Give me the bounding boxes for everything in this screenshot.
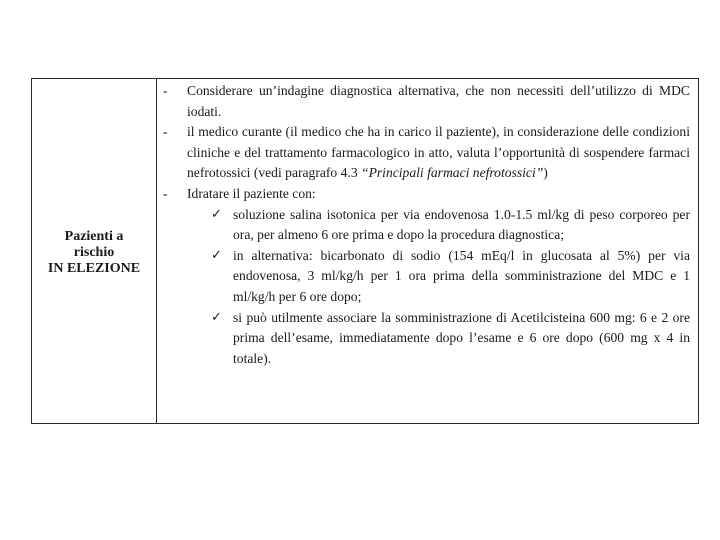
table-row: [32, 79, 699, 424]
item-nephrotoxic-drugs: il medico curante (il medico che ha in carico il paziente), in considerazione delle condizioni cliniche e del trattamento farmacologico in atto, valuta l’opportunità di sospendere farmaci nefrotossici (vedi paragrafo 4.3: [187, 124, 690, 181]
checkmark-icon: ✓: [211, 247, 222, 263]
sub-item-bicarbonate: in alternativa: bicarbonato di sodio (154 mEq/l in glucosata al 5%) per via endovenosa, 3 ml/kg/h per 1 ora prima della somministrazione del MDC e 1 ml/kg/h per 6 ore dopo;: [233, 247, 690, 304]
dash-marker: -: [163, 83, 168, 98]
item-alternative-exam: Considerare un’indagine diagnostica alternativa, che non necessiti dell’utilizzo di MDC iodati.: [187, 83, 690, 119]
list-item: [161, 122, 690, 184]
list-item: [161, 81, 690, 122]
protocol-table: [31, 78, 699, 424]
sub-list-item: [161, 205, 690, 246]
checkmark-icon: ✓: [211, 206, 222, 222]
patient-category-label: [32, 229, 156, 277]
sub-list-item: [161, 246, 690, 308]
sub-item-saline: soluzione salina isotonica per via endovenosa 1.0-1.5 ml/kg di peso corporeo per ora, per almeno 6 ore prima e dopo la procedura diagnostica;: [233, 206, 690, 243]
sub-item-acetylcysteine: si può utilmente associare la somministrazione di Acetilcisteina 600 mg: 6 e 2 ore prima dell’esame, immediatamente dopo l’esame e 6 ore dopo (600 mg x 4 in totale).: [233, 309, 690, 366]
instructions-cell: [157, 79, 699, 424]
item-nephrotoxic-close: ): [543, 165, 548, 181]
item-nephrotoxic-reference: “Principali farmaci nefrotossici”: [361, 165, 544, 181]
category-line-1: Pazienti a: [64, 229, 124, 244]
dash-marker: -: [163, 185, 168, 201]
dash-marker: -: [163, 124, 168, 140]
list-item: [161, 184, 690, 205]
patient-category-cell: [32, 79, 157, 424]
sub-list-item: [161, 308, 690, 370]
category-line-3: IN ELEZIONE: [47, 261, 141, 276]
item-hydrate-patient: Idratare il paziente con:: [187, 185, 316, 201]
category-line-2: rischio: [73, 245, 115, 260]
checkmark-icon: ✓: [211, 309, 222, 325]
